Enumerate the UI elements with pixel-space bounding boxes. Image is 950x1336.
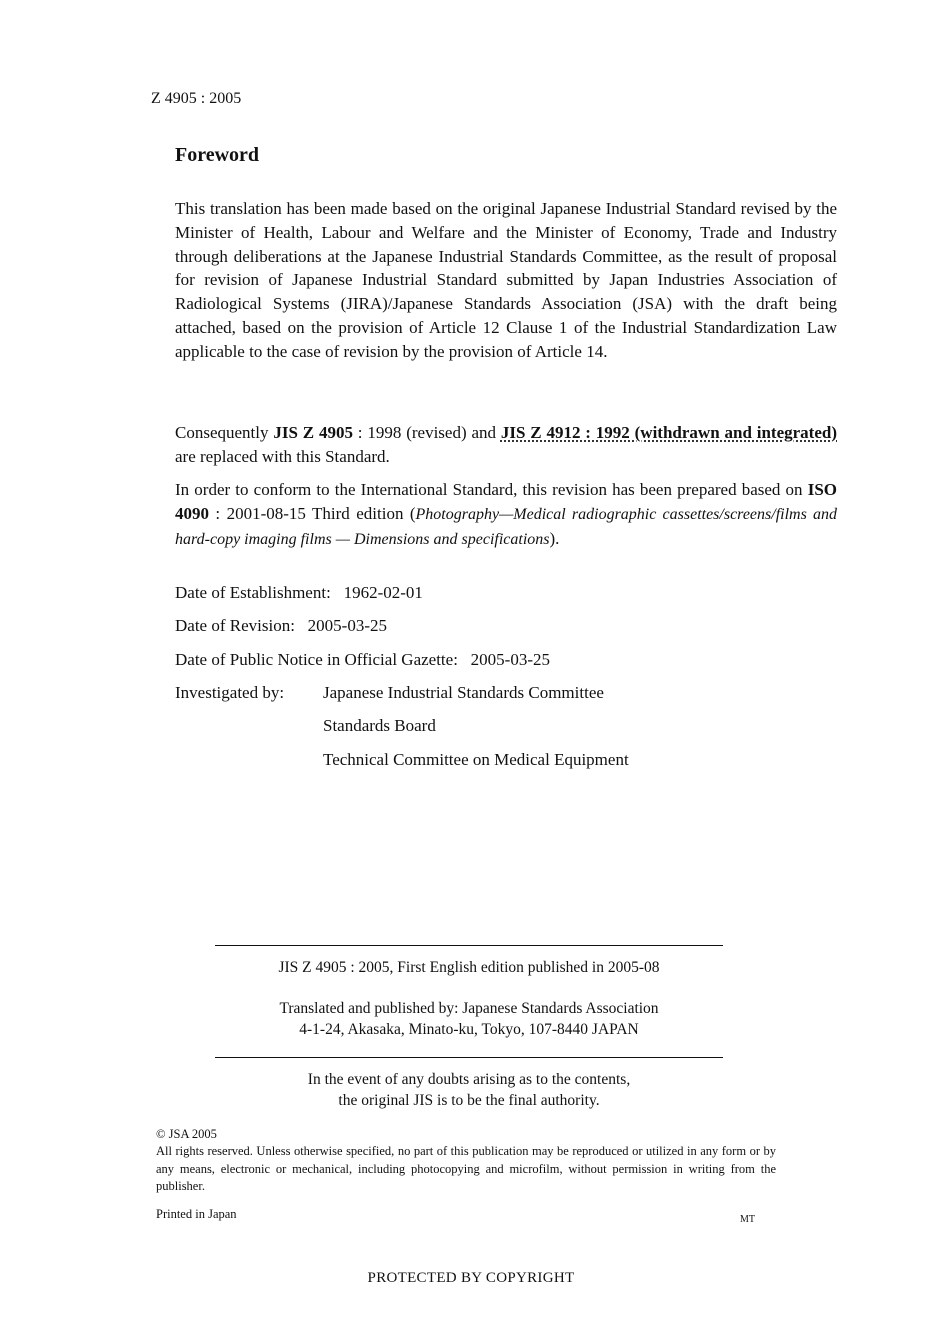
paragraph-2-prefix: Consequently: [175, 423, 274, 442]
authority-line-2: the original JIS is to be the final authority.: [338, 1092, 600, 1109]
gazette-date-row: [175, 650, 550, 670]
paragraph-3-suffix: ).: [549, 528, 560, 548]
establishment-label: Date of Establishment:: [175, 583, 331, 602]
printed-in: Printed in Japan: [156, 1207, 237, 1221]
investigated-line-2: Standards Board: [323, 716, 436, 735]
standard-reference-2: JIS Z 4912 : 1992 (withdrawn and integrated): [500, 423, 837, 442]
publisher-line-1: Translated and published by: Japanese Standards Association: [279, 1000, 659, 1017]
paragraph-3-prefix: In order to conform to the International Standard, this revision has been prepared based on: [175, 480, 808, 499]
establishment-date: 1962-02-01: [343, 583, 423, 602]
publisher-statement: [215, 998, 723, 1040]
gazette-label: Date of Public Notice in Official Gazette:: [175, 650, 458, 669]
iso-title: Photography—Medical radiographic cassettes/screens/films and hard-copy imaging films — Dimensions and specifications: [175, 505, 837, 548]
iso-reference: ISO 4090: [175, 480, 837, 523]
paragraph-2-suffix: are replaced with this Standard.: [175, 446, 390, 466]
standard-reference-1: JIS Z 4905: [273, 423, 353, 442]
copyright-footer: PROTECTED BY COPYRIGHT: [367, 1270, 575, 1286]
divider-bottom: [215, 1057, 723, 1058]
authority-line-1: In the event of any doubts arising as to the contents,: [307, 1071, 631, 1088]
authority-statement: [215, 1069, 723, 1111]
foreword-paragraph-3: [175, 478, 837, 551]
investigated-label: Investigated by:: [175, 683, 285, 702]
document-id: Z 4905 : 2005: [151, 90, 242, 107]
foreword-paragraph-2: [175, 421, 837, 469]
divider-top: [215, 945, 723, 946]
mt-mark: MT: [740, 1214, 755, 1225]
investigated-line-1: Japanese Industrial Standards Committee: [323, 683, 604, 702]
publisher-line-2: 4-1-24, Akasaka, Minato-ku, Tokyo, 107-8440 JAPAN: [299, 1021, 639, 1038]
standard-reference-1-rest: : 1998 (revised) and: [352, 423, 501, 442]
gazette-date: 2005-03-25: [470, 650, 550, 669]
iso-reference-rest: : 2001-08-15 Third edition (: [209, 503, 416, 523]
revision-date-row: [175, 616, 387, 636]
revision-label: Date of Revision:: [175, 616, 295, 635]
edition-statement: JIS Z 4905 : 2005, First English edition published in 2005-08: [278, 959, 660, 976]
revision-date: 2005-03-25: [307, 616, 387, 635]
foreword-paragraph-1: This translation has been made based on the original Japanese Industrial Standard revised by the Minister of Health, Labour and Welfare and the Minister of Economy, Trade and Industry through deliberations at the Japanese Industrial Standards Committee, as the result of proposal for revision of Japanese Industrial Standard submitted by Japan Industries Association of Radiological Systems (JIRA)/Japanese Standards Association (JSA) with the draft being attached, based on the provision of Article 12 Clause 1 of the Industrial Standardization Law applicable to the case of revision by the provision of Article 14.: [175, 199, 837, 361]
foreword-heading: Foreword: [175, 144, 260, 166]
investigated-line-3: Technical Committee on Medical Equipment: [323, 750, 629, 769]
rights-statement: All rights reserved. Unless otherwise specified, no part of this publication may be reproduced or utilized in any form or by any means, electronic or mechanical, including photocopying and microfilm, without permission in writing from the publisher.: [156, 1144, 776, 1193]
establishment-date-row: [175, 583, 423, 603]
copyright-notice: © JSA 2005: [156, 1127, 217, 1141]
